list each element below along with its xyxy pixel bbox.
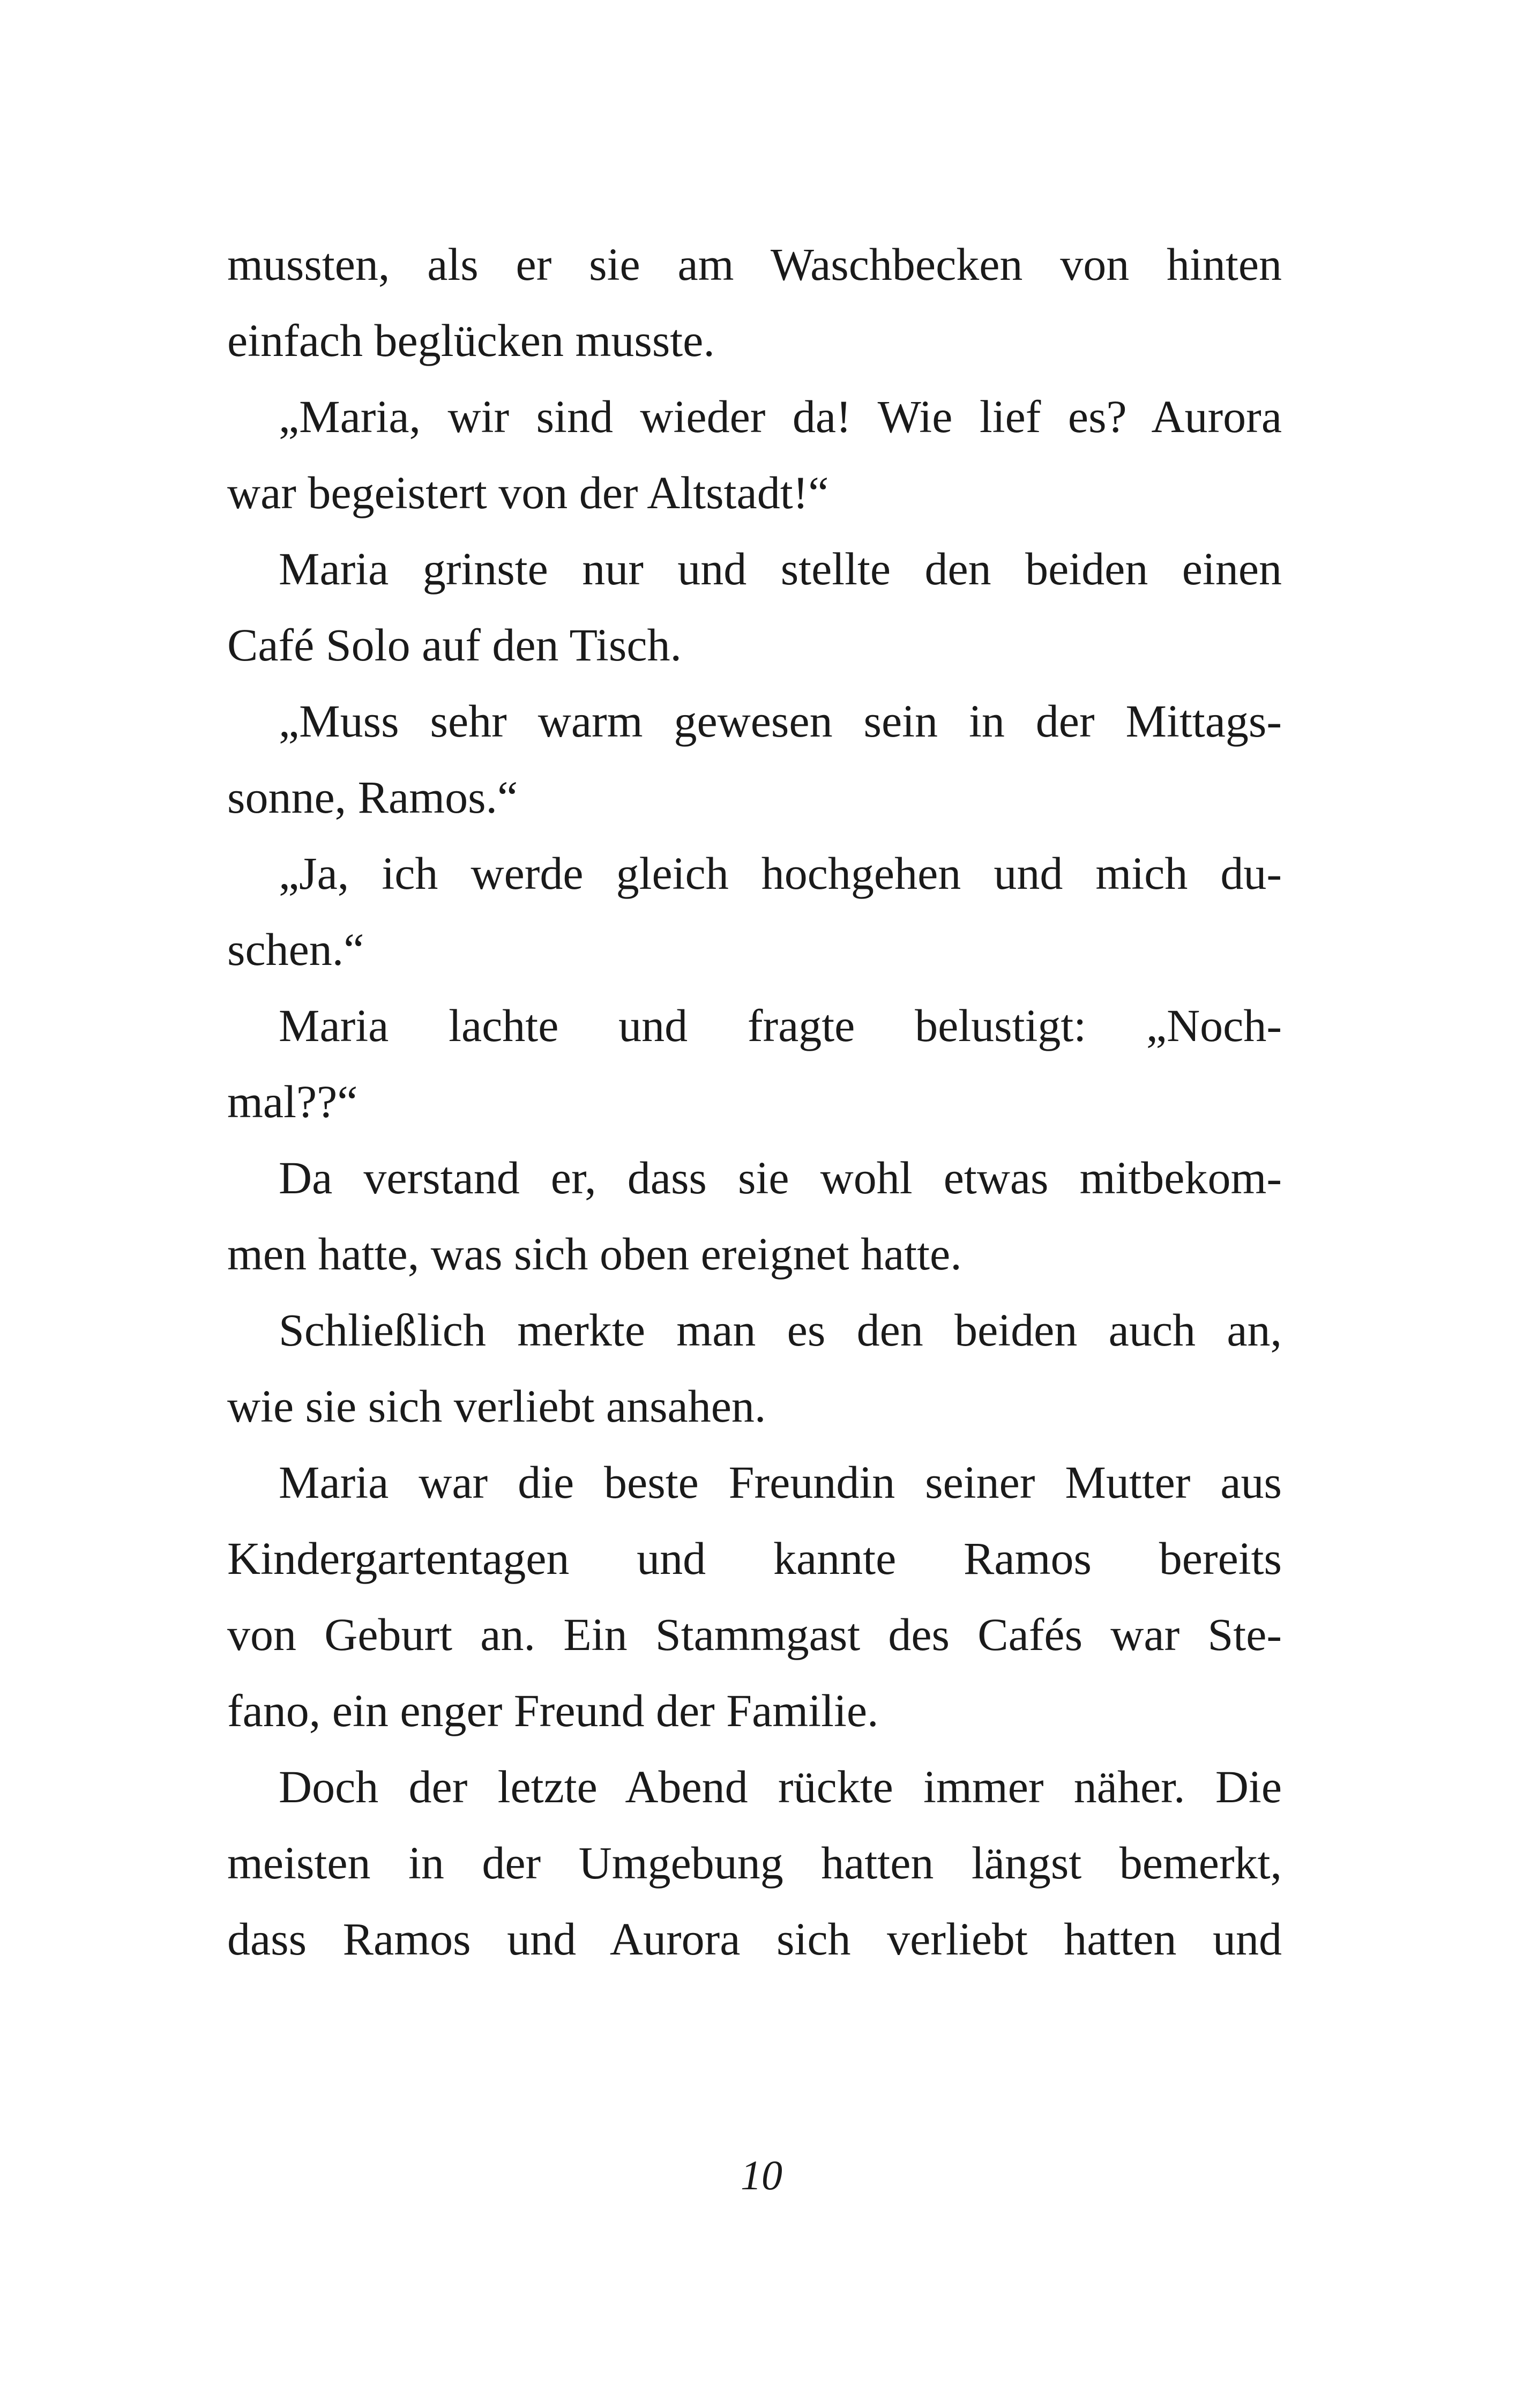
- body-text: [227, 226, 1282, 1977]
- text-line: Da verstand er, dass sie wohl etwas mitbekom-: [279, 1152, 1282, 1203]
- text-line: Maria war die beste Freundin seiner Mutter aus: [279, 1456, 1282, 1508]
- text-line: men hatte, was sich oben ereignet hatte.: [227, 1228, 962, 1280]
- text-line: fano, ein enger Freund der Familie.: [227, 1685, 879, 1736]
- text-line: sonne, Ramos.“: [227, 771, 518, 823]
- text-line: einfach beglücken musste.: [227, 315, 715, 366]
- text-line: meisten in der Umgebung hatten längst bemerkt,: [227, 1837, 1282, 1889]
- text-line: war begeistert von der Altstadt!“: [227, 467, 829, 518]
- text-line: wie sie sich verliebt ansahen.: [227, 1380, 766, 1432]
- text-line: Café Solo auf den Tisch.: [227, 619, 682, 671]
- text-line: von Geburt an. Ein Stammgast des Cafés war Ste-: [227, 1609, 1282, 1660]
- text-line: schen.“: [227, 924, 364, 975]
- text-line: Doch der letzte Abend rückte immer näher. Die: [279, 1761, 1282, 1812]
- page-number: 10: [741, 2152, 782, 2198]
- text-line: Maria grinste nur und stellte den beiden einen: [279, 543, 1282, 594]
- text-line: mussten, als er sie am Waschbecken von hinten: [227, 239, 1282, 290]
- text-line: Kindergartentagen und kannte Ramos bereits: [227, 1533, 1282, 1584]
- text-line: Schließlich merkte man es den beiden auch an,: [279, 1304, 1282, 1356]
- text-line: mal??“: [227, 1076, 358, 1127]
- text-line: Maria lachte und fragte belustigt: „Noch-: [279, 1000, 1282, 1051]
- text-line: „Ja, ich werde gleich hochgehen und mich du-: [279, 848, 1282, 899]
- text-line: dass Ramos und Aurora sich verliebt hatten und: [227, 1913, 1282, 1965]
- text-line: „Muss sehr warm gewesen sein in der Mittags-: [279, 695, 1282, 747]
- text-line: „Maria, wir sind wieder da! Wie lief es? Aurora: [279, 391, 1282, 442]
